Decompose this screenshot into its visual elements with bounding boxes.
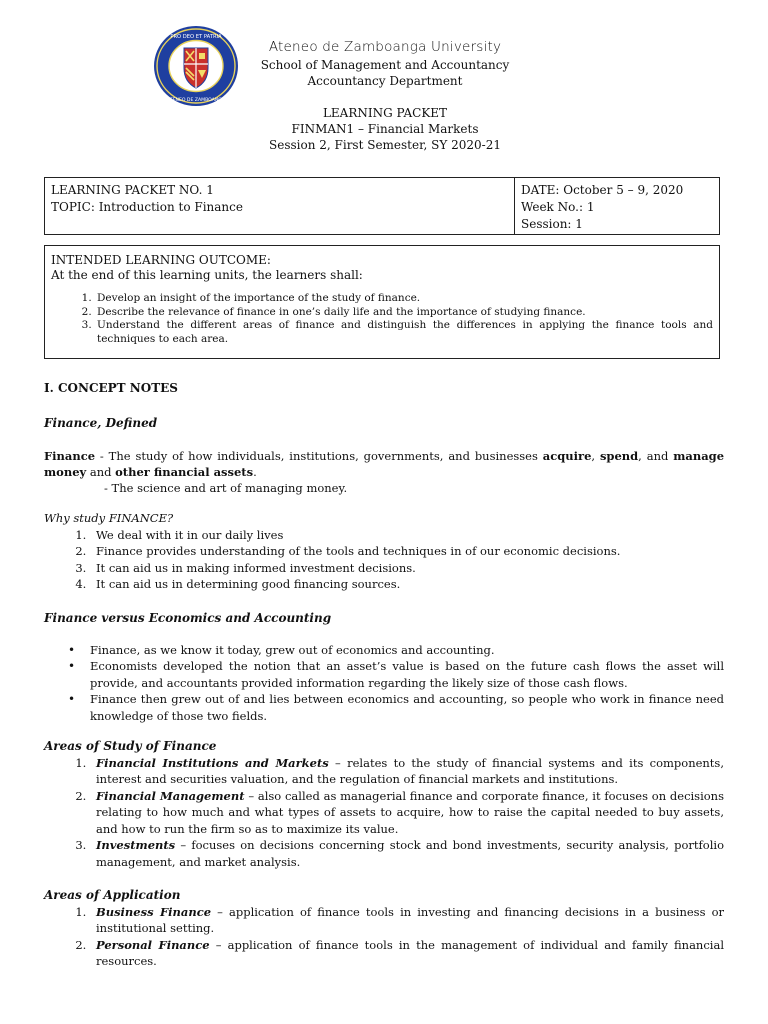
- list-item: • Economists developed the notion that an asset’s value is based on the future cash flows the asset will provide, and accountants provided information regarding the likely size of those cash flows.: [68, 659, 724, 690]
- areas-application-heading: Areas of Application: [44, 888, 181, 903]
- areas-study-list: [44, 755, 724, 871]
- packet-number: LEARNING PACKET NO. 1: [51, 183, 214, 197]
- areas-study-heading: Areas of Study of Finance: [44, 739, 217, 753]
- list-item: 1. We deal with it in our daily lives: [90, 527, 724, 544]
- list-item: 2. Financial Management – also called as managerial finance and corporate finance, it focuses on decisions relating to how much and what types of assets to acquire, how to raise the capital needed to buy assets, and how to run the firm so as to maximize its value.: [90, 788, 724, 838]
- packet-info-left: [45, 178, 515, 234]
- versus-heading: Finance versus Economics and Accounting: [44, 610, 332, 625]
- list-item: • Finance, as we know it today, grew out of economics and accounting.: [68, 642, 495, 657]
- finance-definition: Finance - The study of how individuals, institutions, governments, and businesses acquire, spend, and manage money and other financial assets.: [44, 449, 725, 480]
- outcome-list: [51, 292, 713, 346]
- list-item: 2. Finance provides understanding of the tools and techniques in of our economic decisions.: [90, 543, 724, 560]
- list-item: 3. Investments – focuses on decisions concerning stock and bond investments, security analysis, portfolio management, and market analysis.: [90, 837, 724, 870]
- areas-application-list: [44, 904, 724, 970]
- svg-text:PRO DEO ET PATRIA: PRO DEO ET PATRIA: [170, 34, 222, 40]
- packet-topic: TOPIC: Introduction to Finance: [51, 200, 243, 214]
- list-item: 4. It can aid us in determining good financing sources.: [90, 576, 724, 593]
- outcome-title: INTENDED LEARNING OUTCOME:: [51, 253, 271, 267]
- packet-info-box: [44, 177, 720, 235]
- course-title: FINMAN1 – Financial Markets: [291, 121, 479, 136]
- learning-outcome-box: [44, 245, 720, 359]
- bullet-icon: •: [68, 692, 76, 706]
- definition-term: Finance: [44, 449, 96, 464]
- list-item: 1. Business Finance – application of finance tools in investing and financing decisions in a business or institutional setting.: [90, 904, 724, 937]
- outcome-item: 3. Understand the different areas of finance and distinguish the differences in applying the finance tools and techniques to each area.: [95, 319, 713, 346]
- outcome-intro: At the end of this learning units, the learners shall:: [51, 268, 363, 282]
- finance-definition-2: - The science and art of managing money.: [104, 481, 348, 496]
- bullet-icon: •: [68, 642, 76, 657]
- list-item: • Finance then grew out of and lies between economics and accounting, so people who work in finance need knowledge of those two fields.: [68, 692, 724, 723]
- list-item: 3. It can aid us in making informed investment decisions.: [90, 560, 724, 577]
- section-heading: I. CONCEPT NOTES: [44, 381, 178, 395]
- packet-info-right: [515, 178, 719, 234]
- svg-text:ATENEO DE ZAMBOANGA: ATENEO DE ZAMBOANGA: [167, 98, 225, 103]
- finance-defined-heading: Finance, Defined: [44, 415, 158, 430]
- packet-week: Week No.: 1: [521, 200, 595, 214]
- school-name: School of Management and Accountancy: [260, 57, 510, 72]
- session-line: Session 2, First Semester, SY 2020-21: [269, 137, 501, 152]
- outcome-item: 2. Describe the relevance of finance in one’s daily life and the importance of studying finance.: [95, 306, 713, 320]
- why-study-list: [44, 527, 724, 593]
- packet-date: DATE: October 5 – 9, 2020: [521, 183, 684, 197]
- university-name: Ateneo de Zamboanga University: [268, 39, 502, 55]
- concept-notes: [44, 380, 724, 970]
- packet-title: LEARNING PACKET: [322, 105, 448, 120]
- outcome-item: 1. Develop an insight of the importance of the study of finance.: [95, 292, 713, 306]
- document-header: [200, 38, 570, 153]
- packet-session: Session: 1: [521, 217, 583, 231]
- versus-list: [44, 642, 724, 725]
- why-study-heading: Why study FINANCE?: [44, 511, 174, 526]
- department-name: Accountancy Department: [307, 73, 463, 88]
- list-item: 1. Financial Institutions and Markets – relates to the study of financial systems and its components, interest and securities valuation, and the regulation of financial markets and institutions.: [90, 755, 724, 788]
- list-item: 2. Personal Finance – application of finance tools in the management of individual and family financial resources.: [90, 937, 724, 970]
- bullet-icon: •: [68, 659, 76, 673]
